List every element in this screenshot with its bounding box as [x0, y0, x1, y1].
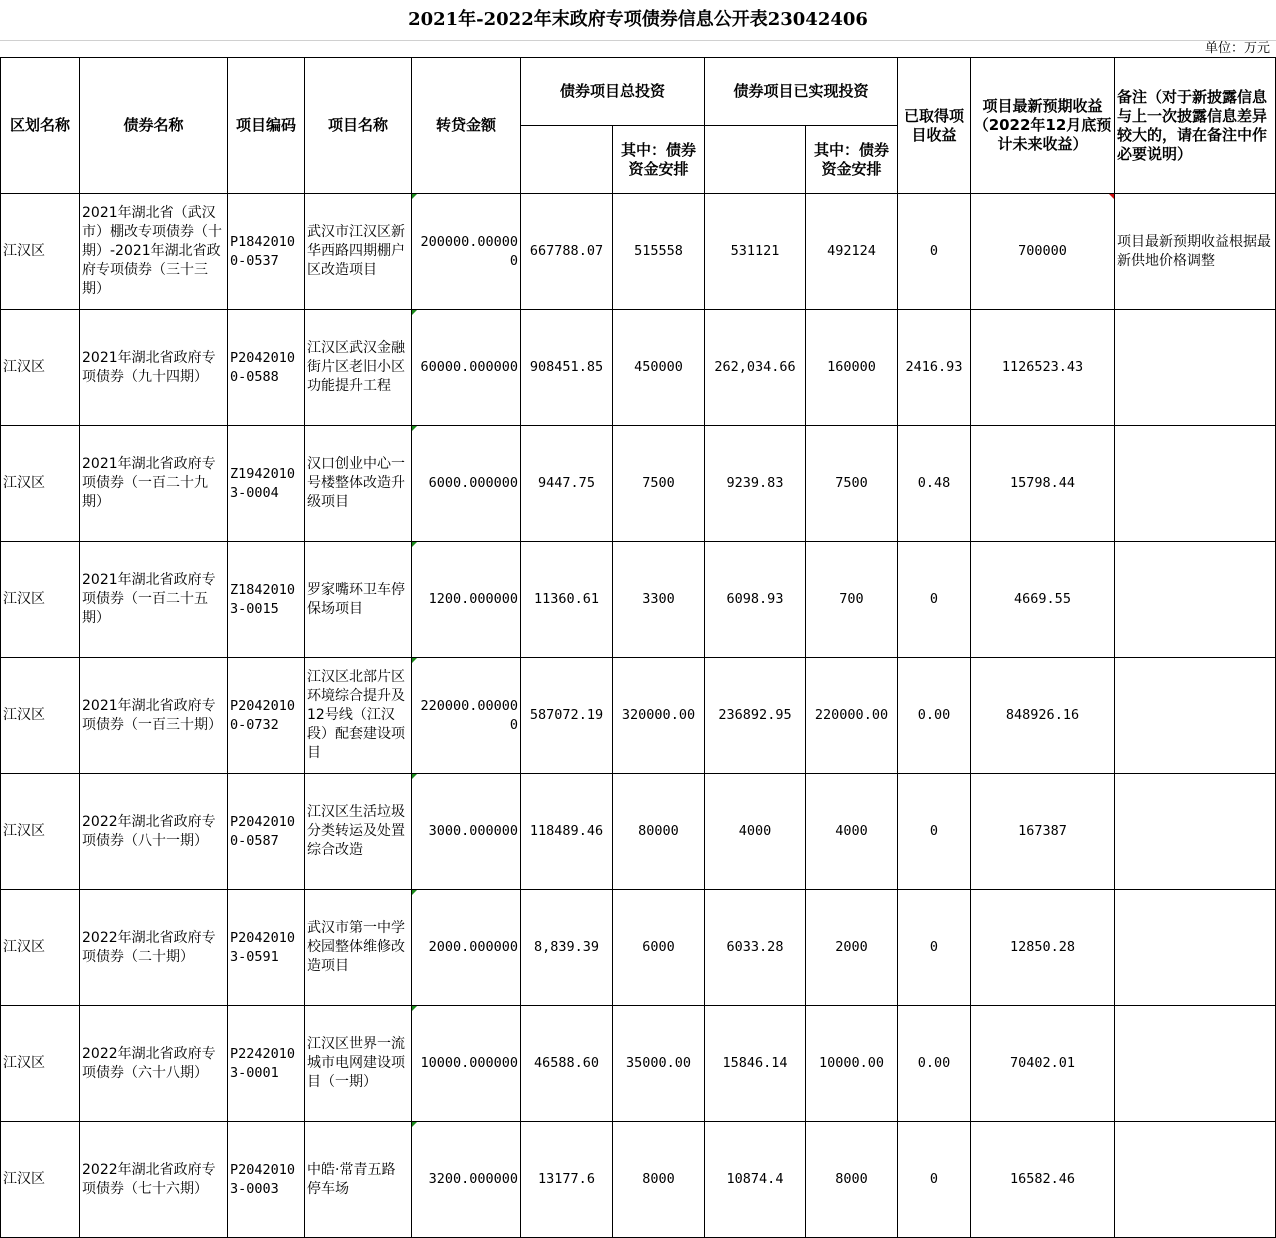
- cell-total-invest-bond: [613, 1122, 705, 1238]
- cell-realized-invest-bond-text: 492124: [827, 243, 876, 259]
- table-row: [1, 774, 1276, 890]
- cell-region: [1, 658, 80, 774]
- cell-realized-invest: [705, 1006, 806, 1122]
- cell-region: [1, 542, 80, 658]
- cell-bond-name: [80, 658, 228, 774]
- cell-realized-invest-bond: [806, 774, 898, 890]
- cell-onlend-amount-text: 200000.000000: [420, 233, 518, 269]
- header-total-invest: 债券项目总投资: [521, 58, 705, 126]
- cell-remark: [1115, 194, 1276, 310]
- cell-realized-invest-bond: [806, 890, 898, 1006]
- cell-earned-income-text: 0.00: [917, 1055, 951, 1071]
- cell-onlend-amount: [412, 194, 521, 310]
- cell-onlend-amount: [412, 658, 521, 774]
- cell-expected-income: [971, 658, 1115, 774]
- cell-total-invest-bond: [613, 426, 705, 542]
- cell-indicator-icon: [412, 658, 417, 663]
- cell-project-name: [305, 1006, 412, 1122]
- cell-bond-name-text: 2021年湖北省政府专项债券（九十四期）: [82, 349, 216, 385]
- cell-earned-income: [898, 426, 971, 542]
- cell-region-text: 江汉区: [3, 243, 45, 259]
- cell-realized-invest: [705, 426, 806, 542]
- cell-expected-income: [971, 1122, 1115, 1238]
- cell-total-invest-text: 13177.6: [538, 1171, 595, 1187]
- cell-bond-name-text: 2022年湖北省政府专项债券（七十六期）: [82, 1161, 216, 1197]
- cell-total-invest: [521, 310, 613, 426]
- cell-indicator-icon: [412, 310, 417, 315]
- cell-realized-invest-text: 6098.93: [726, 591, 784, 607]
- cell-earned-income-text: 0: [929, 823, 939, 839]
- cell-region-text: 江汉区: [3, 359, 45, 375]
- cell-onlend-amount-text: 10000.000000: [420, 1055, 518, 1071]
- cell-expected-income: [971, 774, 1115, 890]
- cell-remark: [1115, 1006, 1276, 1122]
- cell-bond-name: [80, 426, 228, 542]
- cell-earned-income-text: 0.48: [917, 475, 951, 491]
- cell-earned-income: [898, 1122, 971, 1238]
- header-bond-name: 债券名称: [80, 58, 228, 194]
- cell-project-name: [305, 310, 412, 426]
- cell-total-invest-bond: [613, 774, 705, 890]
- cell-total-invest-text: 908451.85: [529, 359, 604, 375]
- cell-bond-name: [80, 310, 228, 426]
- cell-realized-invest-bond-text: 8000: [835, 1171, 868, 1187]
- cell-earned-income: [898, 542, 971, 658]
- cell-expected-income-text: 16582.46: [1009, 1171, 1076, 1187]
- cell-total-invest-bond-text: 8000: [642, 1171, 675, 1187]
- table-row: [1, 542, 1276, 658]
- cell-remark: [1115, 658, 1276, 774]
- cell-project-name-text: 江汉区生活垃圾分类转运及处置综合改造: [307, 804, 405, 858]
- cell-expected-income-text: 167387: [1018, 823, 1067, 839]
- table-row: [1, 1006, 1276, 1122]
- cell-project-name-text: 武汉市江汉区新华西路四期棚户区改造项目: [307, 224, 405, 278]
- cell-total-invest-bond-text: 6000: [642, 939, 675, 955]
- cell-bond-name-text: 2022年湖北省政府专项债券（八十一期）: [82, 813, 216, 849]
- header-total-invest-bond: 其中：债券资金安排: [613, 126, 705, 194]
- cell-realized-invest-bond-text: 700: [839, 591, 864, 607]
- cell-total-invest-bond: [613, 890, 705, 1006]
- cell-project-code: [228, 426, 305, 542]
- table-row: [1, 1122, 1276, 1238]
- cell-realized-invest-bond-text: 220000.00: [814, 707, 889, 723]
- cell-total-invest-bond-text: 3300: [642, 591, 675, 607]
- cell-bond-name-text: 2021年湖北省（武汉市）棚改专项债券（十期）-2021年湖北省政府专项债券（三十三期）: [82, 205, 222, 297]
- cell-region: [1, 1006, 80, 1122]
- cell-onlend-amount-text: 220000.000000: [420, 697, 518, 733]
- cell-earned-income-text: 0: [929, 243, 939, 259]
- cell-region-text: 江汉区: [3, 939, 45, 955]
- header-realized-invest-amount: [705, 126, 806, 194]
- cell-project-name-text: 江汉区北部片区环境综合提升及12号线（江汉段）配套建设项目: [307, 669, 405, 761]
- header-earned-income: 已取得项目收益: [898, 58, 971, 194]
- cell-project-name: [305, 658, 412, 774]
- cell-indicator-icon: [412, 542, 417, 547]
- cell-total-invest-text: 11360.61: [533, 591, 600, 607]
- cell-realized-invest: [705, 310, 806, 426]
- cell-project-name: [305, 542, 412, 658]
- cell-bond-name: [80, 1122, 228, 1238]
- header-project-code: 项目编码: [228, 58, 305, 194]
- cell-realized-invest-text: 6033.28: [726, 939, 784, 955]
- table-row: [1, 426, 1276, 542]
- cell-region: [1, 310, 80, 426]
- cell-earned-income: [898, 194, 971, 310]
- cell-expected-income-text: 12850.28: [1009, 939, 1076, 955]
- cell-project-code: [228, 1122, 305, 1238]
- cell-total-invest-bond: [613, 310, 705, 426]
- cell-bond-name-text: 2022年湖北省政府专项债券（六十八期）: [82, 1045, 216, 1081]
- cell-total-invest: [521, 1006, 613, 1122]
- cell-project-code: [228, 194, 305, 310]
- cell-realized-invest-text: 9239.83: [726, 475, 784, 491]
- cell-expected-income-text: 70402.01: [1009, 1055, 1076, 1071]
- cell-total-invest-text: 667788.07: [529, 243, 604, 259]
- cell-expected-income: [971, 890, 1115, 1006]
- cell-total-invest: [521, 426, 613, 542]
- cell-expected-income: [971, 542, 1115, 658]
- cell-remark: [1115, 774, 1276, 890]
- cell-total-invest-text: 46588.60: [533, 1055, 600, 1071]
- cell-project-name-text: 罗家嘴环卫车停保场项目: [307, 581, 405, 617]
- cell-total-invest: [521, 542, 613, 658]
- cell-onlend-amount: [412, 1122, 521, 1238]
- cell-total-invest-text: 587072.19: [529, 707, 604, 723]
- cell-region: [1, 890, 80, 1006]
- cell-realized-invest-bond-text: 2000: [835, 939, 868, 955]
- cell-indicator-icon: [412, 194, 417, 199]
- cell-total-invest-bond-text: 450000: [634, 359, 683, 375]
- cell-realized-invest-bond: [806, 426, 898, 542]
- cell-expected-income: [971, 426, 1115, 542]
- cell-region-text: 江汉区: [3, 1171, 45, 1187]
- cell-onlend-amount-text: 2000.000000: [428, 939, 518, 955]
- table-row: [1, 890, 1276, 1006]
- cell-total-invest-text: 9447.75: [538, 475, 595, 491]
- header-remarks: 备注（对于新披露信息与上一次披露信息差异较大的，请在备注中作必要说明）: [1115, 58, 1276, 194]
- cell-realized-invest-text: 4000: [738, 823, 772, 839]
- cell-region: [1, 194, 80, 310]
- cell-remark: [1115, 890, 1276, 1006]
- header-total-invest-amount: [521, 126, 613, 194]
- cell-indicator-icon: [412, 774, 417, 779]
- cell-total-invest: [521, 1122, 613, 1238]
- cell-region-text: 江汉区: [3, 591, 45, 607]
- cell-total-invest: [521, 774, 613, 890]
- cell-earned-income: [898, 658, 971, 774]
- cell-realized-invest-bond: [806, 1122, 898, 1238]
- cell-project-name-text: 江汉区世界一流城市电网建设项目（一期）: [307, 1036, 405, 1090]
- cell-realized-invest: [705, 1122, 806, 1238]
- page-title: 2021年-2022年末政府专项债券信息公开表23042406: [0, 0, 1276, 41]
- cell-expected-income-text: 848926.16: [1005, 707, 1080, 723]
- cell-project-code-text: Z19420103-0004: [230, 465, 296, 501]
- cell-realized-invest-text: 10874.4: [726, 1171, 784, 1187]
- cell-realized-invest-text: 236892.95: [718, 707, 792, 723]
- cell-onlend-amount-text: 3200.000000: [428, 1171, 518, 1187]
- bond-table: [0, 57, 1276, 1238]
- cell-indicator-icon: [412, 890, 417, 895]
- cell-indicator-icon: [412, 1122, 417, 1127]
- cell-project-name-text: 汉口创业中心一号楼整体改造升级项目: [307, 456, 405, 510]
- cell-project-code-text: P18420100-0537: [230, 233, 296, 269]
- cell-project-code-text: P20420100-0732: [230, 697, 296, 733]
- cell-earned-income: [898, 310, 971, 426]
- header-project-name: 项目名称: [305, 58, 412, 194]
- cell-total-invest: [521, 890, 613, 1006]
- cell-bond-name-text: 2021年湖北省政府专项债券（一百三十期）: [82, 697, 222, 733]
- cell-total-invest-bond-text: 35000.00: [625, 1055, 692, 1071]
- cell-bond-name: [80, 890, 228, 1006]
- cell-onlend-amount: [412, 310, 521, 426]
- cell-onlend-amount-text: 6000.000000: [428, 475, 518, 491]
- cell-project-code-text: P20420103-0591: [230, 929, 296, 965]
- cell-region-text: 江汉区: [3, 1055, 45, 1071]
- cell-realized-invest-bond: [806, 542, 898, 658]
- cell-expected-income: [971, 1006, 1115, 1122]
- table-body: [1, 194, 1276, 1238]
- cell-bond-name: [80, 542, 228, 658]
- cell-total-invest-bond: [613, 1006, 705, 1122]
- cell-bond-name: [80, 1006, 228, 1122]
- cell-onlend-amount: [412, 426, 521, 542]
- cell-realized-invest: [705, 890, 806, 1006]
- cell-total-invest-bond-text: 320000.00: [621, 707, 696, 723]
- cell-onlend-amount-text: 1200.000000: [428, 591, 518, 607]
- cell-onlend-amount: [412, 774, 521, 890]
- cell-project-code-text: P20420100-0587: [230, 813, 296, 849]
- table-row: [1, 194, 1276, 310]
- cell-project-code: [228, 890, 305, 1006]
- header-realized-invest-bond: 其中：债券资金安排: [806, 126, 898, 194]
- cell-realized-invest-bond: [806, 194, 898, 310]
- cell-region-text: 江汉区: [3, 475, 45, 491]
- cell-onlend-amount-text: 60000.000000: [420, 359, 518, 375]
- cell-bond-name: [80, 774, 228, 890]
- cell-total-invest-bond: [613, 194, 705, 310]
- cell-bond-name-text: 2022年湖北省政府专项债券（二十期）: [82, 929, 216, 965]
- cell-indicator-icon: [412, 1006, 417, 1011]
- cell-realized-invest-text: 262,034.66: [714, 359, 796, 375]
- cell-expected-income: [971, 310, 1115, 426]
- cell-realized-invest-bond: [806, 310, 898, 426]
- cell-expected-income-text: 1126523.43: [1001, 359, 1084, 375]
- cell-project-name-text: 武汉市第一中学校园整体维修改造项目: [307, 920, 405, 974]
- cell-onlend-amount-text: 3000.000000: [428, 823, 518, 839]
- cell-realized-invest-bond: [806, 658, 898, 774]
- cell-remark-text: 项目最新预期收益根据最新供地价格调整: [1117, 233, 1271, 269]
- cell-realized-invest-bond-text: 4000: [835, 823, 868, 839]
- cell-project-name: [305, 774, 412, 890]
- cell-project-name: [305, 1122, 412, 1238]
- header-expected-income: 项目最新预期收益（2022年12月底预计未来收益）: [971, 58, 1115, 194]
- cell-onlend-amount: [412, 1006, 521, 1122]
- cell-project-code-text: Z18420103-0015: [230, 581, 296, 617]
- cell-project-name: [305, 890, 412, 1006]
- unit-label: 单位：万元: [1204, 41, 1270, 56]
- cell-expected-income-text: 15798.44: [1009, 475, 1076, 491]
- cell-remark: [1115, 1122, 1276, 1238]
- cell-project-code: [228, 774, 305, 890]
- cell-earned-income-text: 0: [929, 1171, 939, 1187]
- cell-bond-name-text: 2021年湖北省政府专项债券（一百二十五期）: [82, 572, 216, 626]
- cell-onlend-amount: [412, 890, 521, 1006]
- cell-onlend-amount: [412, 542, 521, 658]
- cell-total-invest-bond-text: 7500: [642, 475, 675, 491]
- cell-project-code-text: P20420103-0003: [230, 1161, 296, 1197]
- cell-realized-invest-bond-text: 7500: [835, 475, 868, 491]
- cell-realized-invest-bond-text: 160000: [827, 359, 876, 375]
- cell-expected-income-text: 4669.55: [1014, 591, 1071, 607]
- cell-project-code: [228, 1006, 305, 1122]
- cell-remark: [1115, 542, 1276, 658]
- cell-region-text: 江汉区: [3, 707, 45, 723]
- cell-project-code-text: P20420100-0588: [230, 349, 296, 385]
- cell-earned-income: [898, 774, 971, 890]
- header-realized-invest: 债券项目已实现投资: [705, 58, 898, 126]
- cell-earned-income: [898, 1006, 971, 1122]
- cell-realized-invest: [705, 658, 806, 774]
- comment-indicator-icon: [1109, 194, 1114, 199]
- cell-total-invest: [521, 658, 613, 774]
- cell-total-invest: [521, 194, 613, 310]
- cell-total-invest-bond: [613, 542, 705, 658]
- cell-project-name: [305, 194, 412, 310]
- cell-region: [1, 774, 80, 890]
- table-row: [1, 310, 1276, 426]
- cell-region: [1, 426, 80, 542]
- cell-project-code: [228, 310, 305, 426]
- cell-indicator-icon: [412, 426, 417, 431]
- cell-remark: [1115, 426, 1276, 542]
- cell-remark: [1115, 310, 1276, 426]
- cell-earned-income: [898, 890, 971, 1006]
- cell-expected-income-text: 700000: [1018, 243, 1067, 259]
- cell-project-name-text: 中皓·常青五路停车场: [307, 1161, 396, 1197]
- cell-region: [1, 1122, 80, 1238]
- cell-earned-income-text: 2416.93: [905, 359, 963, 375]
- cell-project-code: [228, 542, 305, 658]
- cell-realized-invest-bond: [806, 1006, 898, 1122]
- cell-bond-name-text: 2021年湖北省政府专项债券（一百二十九期）: [82, 456, 216, 510]
- cell-region-text: 江汉区: [3, 823, 45, 839]
- header-region: 区划名称: [1, 58, 80, 194]
- header-onlend-amount: 转贷金额: [412, 58, 521, 194]
- cell-total-invest-bond-text: 515558: [634, 243, 683, 259]
- cell-project-code: [228, 658, 305, 774]
- cell-total-invest-text: 118489.46: [529, 823, 604, 839]
- cell-realized-invest-text: 15846.14: [722, 1055, 788, 1071]
- cell-realized-invest-text: 531121: [730, 243, 780, 259]
- cell-earned-income-text: 0: [929, 939, 939, 955]
- cell-project-name-text: 江汉区武汉金融街片区老旧小区功能提升工程: [307, 340, 405, 394]
- table-row: [1, 658, 1276, 774]
- cell-earned-income-text: 0: [929, 591, 939, 607]
- cell-realized-invest: [705, 774, 806, 890]
- cell-realized-invest: [705, 542, 806, 658]
- cell-earned-income-text: 0.00: [917, 707, 951, 723]
- cell-total-invest-bond: [613, 658, 705, 774]
- cell-realized-invest: [705, 194, 806, 310]
- cell-total-invest-bond-text: 80000: [638, 823, 679, 839]
- cell-project-code-text: P22420103-0001: [230, 1045, 296, 1081]
- cell-bond-name: [80, 194, 228, 310]
- cell-total-invest-text: 8,839.39: [533, 939, 600, 955]
- cell-project-name: [305, 426, 412, 542]
- cell-realized-invest-bond-text: 10000.00: [818, 1055, 885, 1071]
- cell-expected-income: [971, 194, 1115, 310]
